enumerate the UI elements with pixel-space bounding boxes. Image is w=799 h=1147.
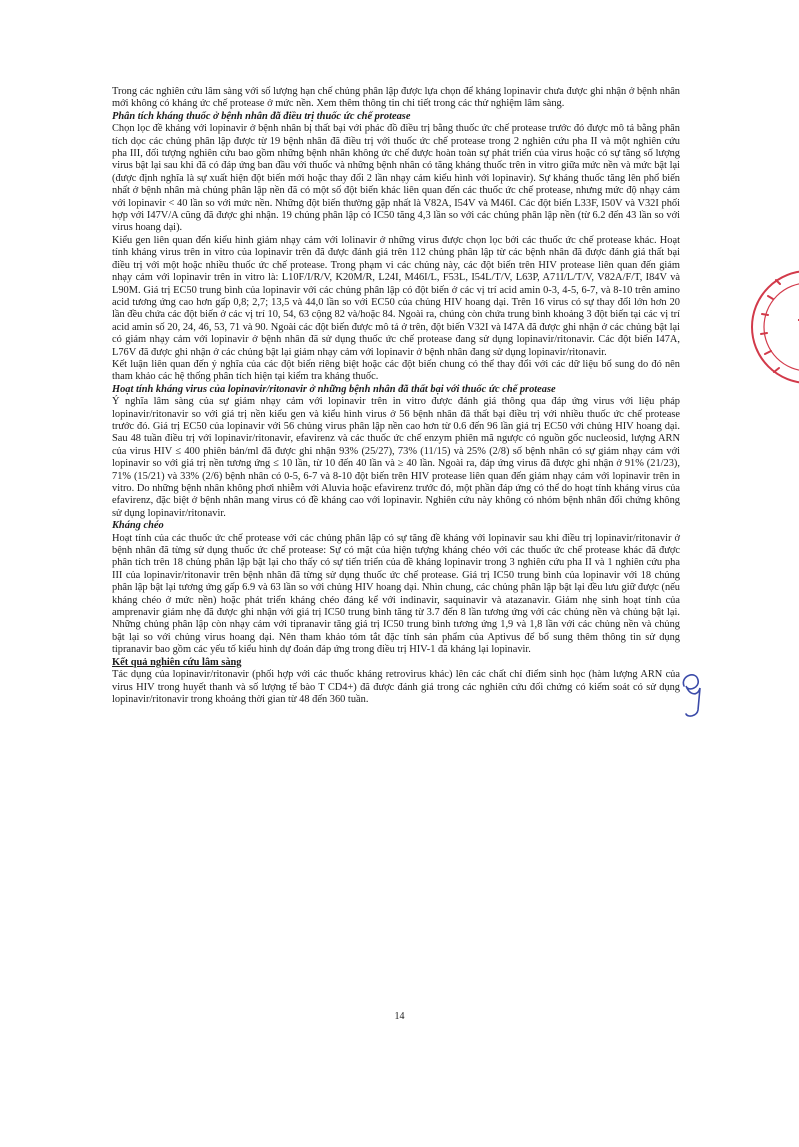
body-paragraph: Kết luận liên quan đến ý nghĩa của các đột biến riêng biệt hoặc các đột biến chung có thể thay đổi với các dữ liệu bổ sung do đó nên tham khảo các hệ thống phân tích hiện tại kiểm tra kháng thuốc. [112,358,680,383]
section-heading: Phân tích kháng thuốc ở bệnh nhân đã điều trị thuốc ức chế protease [112,110,411,122]
body-paragraph: Ý nghĩa lâm sàng của sự giảm nhạy cảm với lopinavir trên in vitro được đánh giá thông qua đáp ứng virus với liệu pháp lopinavir/ritonavir so với giá trị nền kiểu gen và kiểu hình virus ở 56 bệnh nhân đã thất bại điều trị với nhiều thuốc ức chế protease trước đó. Giá trị EC50 của lopinavir với 56 chủng virus phân lập nền cao hơn từ 0.6 đến 96 lần giá trị EC50 với chủng HIV hoang dại. Sau 48 tuần điều trị với lopinavir/ritonavir, efavirenz và các thuốc ức chế enzym phiên mã ngược có nguồn gốc nucleosid, lượng ARN của virus HIV ≤ 400 phiên bản/ml đã được ghi nhận 93% (25/27), 73% (11/15) và 25% (2/8) số bệnh nhân có sự giảm nhạy cảm với lopinavir so với giá trị nền tương ứng ≤ 10 lần, từ 10 đến 40 lần và ≥ 40 lần. Ngoài ra, đáp ứng virus đã được ghi nhận ở 91% (21/23), 71% (15/21) và 33% (2/6) bệnh nhân có 0-5, 6-7 và 8-10 đột biến trên HIV protease liên quan đến giảm nhạy cảm với lopinavir trên in vitro. Do những bệnh nhân không phơi nhiễm với Aluvia hoặc efavirenz trước đó, một phần đáp ứng có thể do hoạt tính kháng virus của efavirenz, đặc biệt ở bệnh nhân mang virus có đề kháng cao với lopinavir. Nghiên cứu này không có nhóm bệnh nhân đối chứng không sử dụng lopinavir/ritonavir. [112,396,680,519]
red-stamp [746,262,799,392]
body-paragraph: Hoạt tính của các thuốc ức chế protease với các chủng phân lập có sự tăng đề kháng với lopinavir sau khi điều trị lopinavir/ritonavir ở bệnh nhân đã từng sử dụng thuốc ức chế protease: Sự có mặt của hiện tượng kháng chéo với các thuốc ức chế protease khác đã được phân tích trên 18 chủng phân lập bật lại cho thấy có sự tiến triển của đề kháng lopinavir trong 3 nghiên cứu pha II và 1 nghiên cứu pha III của lopinavir/ritonavir trên bệnh nhân đã từng sử dụng thuốc ức chế protease. Giá trị IC50 trung bình của lopinavir với 18 chủng phân lập bật lại tương ứng gấp 6.9 và 63 lần so với chủng HIV hoang dại. Nhìn chung, các chủng phân lập bật lại đều lưu giữ được (nếu kháng chéo ở mức nền) hoặc phát triển kháng chéo đáng kể với indinavir, saquinavir và atazanavir. Giảm nhẹ sinh hoạt tính của amprenavir giảm nhẹ đã được ghi nhận với giá trị IC50 trung bình tăng từ 3.7 đến 8 lần tương ứng với các chủng nền và chủng bật lại. Những chủng phân lập còn nhạy cảm với tipranavir tăng giá trị IC50 trung bình tương ứng 1,9 và 1,8 lần với các chủng nền và chủng bật lại so với chủng virus hoang dại. Nên tham khảo tóm tắt đặc tính sản phẩm của Aptivus để bổ sung thêm thông tin sử dụng tipranavir bao gồm các yếu tố kiểu hình dự đoán đáp ứng trong điều trị HIV-1 đã kháng lại lopinavir. [112,532,680,656]
body-paragraph: Trong các nghiên cứu lâm sàng với số lượng hạn chế chủng phân lập được lựa chọn để kháng lopinavir chưa được ghi nhận ở bệnh nhân mới không có kháng ức chế protease ở mức nền. Xem thêm thông tin chi tiết trong các thử nghiệm lâm sàng. [112,86,680,110]
section-heading: Kháng chéo [112,520,164,532]
body-paragraph: Kiểu gen liên quan đến kiểu hình giảm nhạy cảm với lolinavir ở những virus được chọn lọc bởi các thuốc ức chế protease khác. Hoạt tính kháng virus trên in vitro của lopinavir trên đã được đánh giá trên 112 chủng phân lập từ các bệnh nhân đã được đánh giá thất bại điều trị với một hoặc nhiều thuốc ức chế protease. Trong phạm vi các chủng này, các đột biến trên HIV protease liên quan đến giảm nhạy cảm với lopinavir trên in vitro là: L10F/I/R/V, K20M/R, L24I, M46I/L, F53L, I54L/T/V, L63P, A71I/L/T/V, V82A/F/T, I84V và L90M. Giá trị EC50 trung bình của lopinavir với các chủng phân lập có đột biến ở các vị trí acid amin 0-3, 4-5, 6-7, và 8-10 trên amino acid tương ứng cao hơn gấp 0,8; 2,7; 13,5 và 44,0 lần so với EC50 của chủng HIV hoang dại. Trên 16 virus có sự thay đổi lớn hơn 20 lần đều chứa các đột biến ở các vị trí 10, 54, 63 cộng 82 và/hoặc 84. Ngoài ra, chúng còn chứa trung bình khoảng 3 đột biến tại các vị trí acid amin số 20, 24, 46, 53, 71 và 90. Ngoài các đột biến được mô tả ở trên, đột biến V32I và I47A đã được ghi nhận ở các chủng bật lại có giảm nhạy cảm với lopinavir ở bệnh nhân đã sử dụng thuốc ức chế protease đang sử dụng lopinavir/ritonavir. Các đột biến I47A, L76V đã được ghi nhận ở các chủng bật lại giảm nhạy cảm với lopinavir ở bệnh nhân đang sử dụng lopinavir/ritonavir. [112,234,680,358]
page-number: 14 [394,1011,405,1022]
section-heading: Kết quả nghiên cứu lâm sàng [112,656,242,668]
handwritten-signature [676,666,716,722]
body-paragraph: Chọn lọc đề kháng với lopinavir ở bệnh nhân bị thất bại với phác đồ điều trị bằng thuốc ức chế protease trước đó được mô tả bằng phân tích dọc các chủng phân lập được từ 19 bệnh nhân đã điều trị với thuốc ức chế protease trong 2 nghiên cứu pha II và một nghiên cứu pha III, đối tượng nghiên cứu bao gồm những bệnh nhân không ức chế được hoàn toàn sự phát triển của virus hoặc có sự tăng số lượng virus bật lại sau khi đã có đáp ứng ban đầu với thuốc và những bệnh nhân có tăng kháng thuốc trên in vitro giữa mức nền và mức bật lại (được định nghĩa là sự xuất hiện đột biến mới hoặc thay đổi 2 lần nhạy cảm kiểu hình với lopinavir). Sự kháng thuốc tăng lên phổ biến nhất ở bệnh nhân mà chủng phân lập nền đã có một số đột biến khác liên quan đến các thuốc ức chế protease, nhưng mức độ nhạy cảm với lopinavir < 40 lần so với mức nền. Những đột biến thường gặp nhất là V82A, I54V và M46I. Các đột biến L33F, I50V và V32I phối hợp với I47V/A cũng đã được ghi nhận. 19 chủng phân lập có IC50 tăng 4,3 lần so với các chủng phân lập nền (từ 6.2 đến 43 lần so với virus hoang dại). [112,123,680,234]
section-heading: Hoạt tính kháng virus của lopinavir/ritonavir ở những bệnh nhân đã thất bại với thuốc ức chế protease [112,383,556,395]
document-body [112,86,680,706]
body-paragraph: Tác dụng của lopinavir/ritonavir (phối hợp với các thuốc kháng retrovirus khác) lên các chất chỉ điểm sinh học (hàm lượng ARN của virus HIV trong huyết thanh và số lượng tế bào T CD4+) đã được đánh giá trong các nghiên cứu đối chứng có kiểm soát có sử dụng lopinavir/ritonavir trong khoảng thời gian từ 48 đến 360 tuần. [112,669,680,705]
